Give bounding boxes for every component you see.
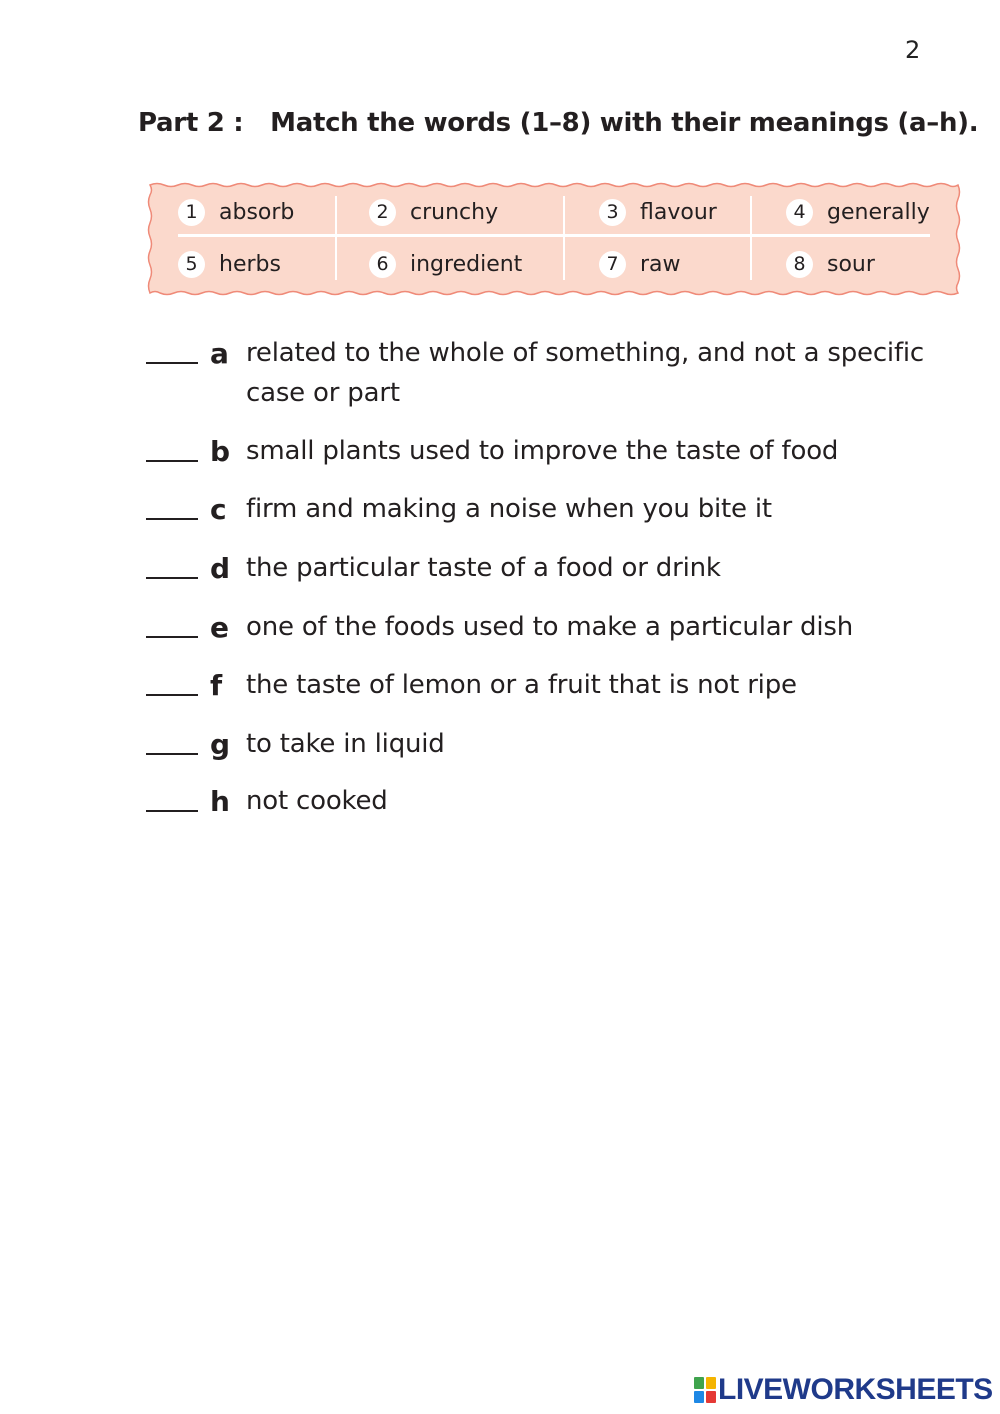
- page-number: 2: [905, 36, 921, 64]
- definition-letter: d: [210, 552, 231, 585]
- word-number: 6: [369, 251, 396, 278]
- definition-text: firm and making a noise when you bite it: [246, 494, 772, 524]
- answer-blank[interactable]: [146, 340, 198, 364]
- answer-blank[interactable]: [146, 788, 198, 812]
- answer-blank[interactable]: [146, 672, 198, 696]
- definition-text: the particular taste of a food or drink: [246, 553, 721, 583]
- word-label: sour: [827, 251, 875, 277]
- part-label: Part 2 :: [138, 108, 244, 138]
- definition-text: small plants used to improve the taste of food: [246, 436, 839, 466]
- exercise-title: [138, 108, 978, 138]
- word-label: crunchy: [410, 199, 499, 225]
- definition-letter: b: [210, 435, 231, 468]
- definition-letter: c: [210, 493, 227, 526]
- logo-mark-icon: [694, 1377, 716, 1403]
- liveworksheets-logo: [694, 1373, 993, 1407]
- word-item: [786, 190, 930, 234]
- word-number: 1: [178, 199, 205, 226]
- answer-blank[interactable]: [146, 438, 198, 462]
- answer-blank[interactable]: [146, 555, 198, 579]
- word-number: 3: [599, 199, 626, 226]
- word-number: 4: [786, 199, 813, 226]
- definition-item: [146, 728, 946, 764]
- word-label: absorb: [219, 199, 295, 225]
- definition-item: [146, 552, 946, 588]
- word-label: ingredient: [410, 251, 523, 277]
- definition-text: the taste of lemon or a fruit that is not ripe: [246, 670, 797, 700]
- word-label: raw: [640, 251, 681, 277]
- definition-item: [146, 435, 946, 471]
- answer-blank[interactable]: [146, 614, 198, 638]
- logo-text: LIVEWORKSHEETS: [718, 1373, 993, 1406]
- logo-square-red: [706, 1391, 716, 1403]
- definition-text: to take in liquid: [246, 729, 445, 759]
- definition-item: [146, 611, 946, 647]
- definition-text: one of the foods used to make a particular dish: [246, 612, 853, 642]
- word-item: [178, 190, 294, 234]
- definition-letter: a: [210, 337, 229, 370]
- logo-square-green: [694, 1377, 704, 1389]
- word-number: 5: [178, 251, 205, 278]
- instruction-text: Match the words (1–8) with their meanings (a–h).: [270, 108, 979, 138]
- word-number: 7: [599, 251, 626, 278]
- word-item: [178, 242, 281, 286]
- word-label: flavour: [640, 199, 717, 225]
- word-number: 8: [786, 251, 813, 278]
- definition-item: [146, 669, 946, 705]
- answer-blank[interactable]: [146, 496, 198, 520]
- word-item: [786, 242, 875, 286]
- column-divider: [563, 196, 565, 280]
- definition-item: [146, 493, 946, 529]
- word-item: [369, 242, 522, 286]
- definition-text: not cooked: [246, 786, 388, 816]
- column-divider: [335, 196, 337, 280]
- answer-blank[interactable]: [146, 731, 198, 755]
- definition-item: [146, 785, 946, 821]
- logo-square-blue: [694, 1391, 704, 1403]
- row-divider: [178, 234, 930, 237]
- definition-letter: h: [210, 785, 230, 818]
- word-item: [599, 190, 717, 234]
- word-item: [369, 190, 498, 234]
- definition-text: related to the whole of something, and not a specific case or part: [246, 338, 925, 408]
- word-number: 2: [369, 199, 396, 226]
- column-divider: [750, 196, 752, 280]
- definition-letter: f: [210, 669, 223, 702]
- word-label: herbs: [219, 251, 281, 277]
- definition-letter: g: [210, 728, 231, 761]
- logo-square-yellow: [706, 1377, 716, 1389]
- definition-letter: e: [210, 611, 229, 644]
- word-item: [599, 242, 681, 286]
- word-box: [170, 188, 938, 288]
- word-label: generally: [827, 199, 930, 225]
- definition-item: [146, 337, 946, 413]
